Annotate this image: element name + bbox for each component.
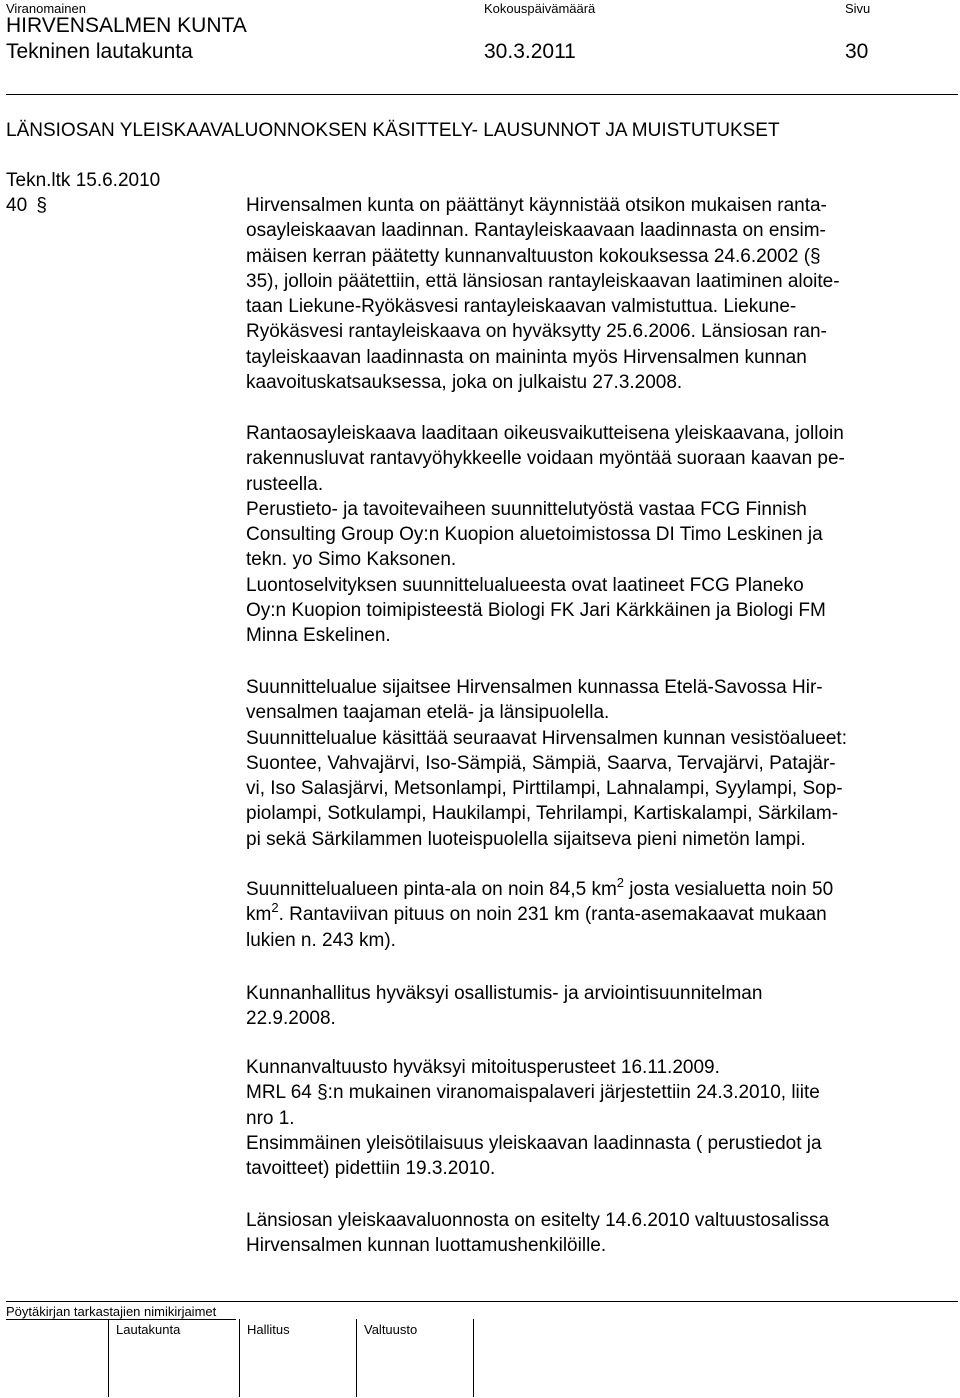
- text-line: Suunnittelualue sijaitsee Hirvensalmen kunnassa Etelä-Savossa Hir-: [246, 677, 823, 698]
- area-text: josta vesialuetta noin 50: [624, 879, 834, 900]
- text-line: rusteella.: [246, 473, 324, 495]
- text-line: rakennusluvat rantavyöhykkeelle voidaan myöntää suoraan kaavan pe-: [246, 448, 845, 470]
- signature-column-valtuusto: Valtuusto: [364, 1322, 418, 1337]
- paragraph-1: [246, 193, 952, 395]
- section-number-value: 40: [6, 195, 28, 216]
- text-line: [246, 874, 952, 902]
- text-line: nro 1.: [246, 1107, 295, 1129]
- text-line: mäisen kerran päätetty kunnanvaltuuston kokouksessa 24.6.2002 (§: [246, 245, 821, 267]
- text-line: Kunnanhallitus hyväksyi osallistumis- ja arviointisuunnitelman: [246, 983, 763, 1004]
- paragraph-3: [246, 675, 952, 852]
- paragraph-5: [246, 981, 952, 1032]
- signatures-label: Pöytäkirjan tarkastajien nimikirjaimet: [6, 1304, 217, 1319]
- area-text: . Rantaviivan pituus on noin 231 km (ranta-asemakaavat mukaan: [278, 904, 827, 926]
- paragraph-2: [246, 421, 952, 649]
- area-text: km: [246, 904, 272, 926]
- signature-divider: [473, 1319, 474, 1397]
- superscript: 2: [271, 899, 279, 915]
- text-line: osayleiskaavan laadinnan. Rantayleiskaavaan laadinnasta on ensim-: [246, 220, 826, 242]
- signature-column-hallitus: Hallitus: [247, 1322, 290, 1337]
- text-line: tavoitteet) pidettiin 19.3.2010.: [246, 1158, 496, 1180]
- paragraph-4: [246, 874, 952, 953]
- signature-divider: [108, 1319, 109, 1397]
- meeting-date: 30.3.2011: [484, 40, 576, 63]
- text-line: piolampi, Sotkulampi, Haukilampi, Tehrilampi, Kartiskalampi, Särkilam-: [246, 803, 839, 825]
- text-line: pi sekä Särkilammen luoteispuolella sijaitseva pieni nimetön lampi.: [246, 828, 806, 850]
- signature-divider: [239, 1319, 240, 1397]
- text-line: vensalmen taajaman etelä- ja länsipuolella.: [246, 702, 610, 724]
- text-line: Kunnanvaltuusto hyväksyi mitoitusperusteet 16.11.2009.: [246, 1057, 720, 1078]
- text-line: kaavoituskatsauksessa, joka on julkaistu 27.3.2008.: [246, 372, 683, 394]
- reference-line: Tekn.ltk 15.6.2010: [6, 170, 161, 191]
- text-line: 35), jolloin päätettiin, että länsiosan rantayleiskaavan laatiminen aloite-: [246, 270, 840, 292]
- area-text: Suunnittelualueen pinta-ala on noin 84,5 km: [246, 879, 617, 900]
- signature-divider: [356, 1319, 357, 1397]
- page-number: 30: [845, 40, 869, 63]
- text-line: Ryökäsvesi rantayleiskaava on hyväksytty 25.6.2006. Länsiosan ran-: [246, 321, 827, 343]
- text-line: MRL 64 §:n mukainen viranomaispalaveri järjestettiin 24.3.2010, liite: [246, 1082, 820, 1104]
- section-number: [6, 193, 47, 218]
- text-line: Minna Eskelinen.: [246, 625, 391, 647]
- header-rule: [6, 94, 958, 95]
- text-line: Perustieto- ja tavoitevaiheen suunnittelutyöstä vastaa FCG Finnish: [246, 498, 807, 520]
- signature-column-lautakunta: Lautakunta: [116, 1322, 181, 1337]
- text-line: Rantaosayleiskaava laaditaan oikeusvaikutteisena yleiskaavana, jolloin: [246, 423, 844, 444]
- text-line: Suontee, Vahvajärvi, Iso-Sämpiä, Sämpiä, Saarva, Tervajärvi, Patajär-: [246, 752, 836, 774]
- superscript: 2: [616, 874, 625, 890]
- section-symbol: §: [36, 195, 47, 216]
- paragraph-6: [246, 1055, 952, 1181]
- header-label-date: Kokouspäivämäärä: [484, 1, 596, 16]
- text-line: Luontoselvityksen suunnittelualueesta ovat laatineet FCG Planeko: [246, 574, 804, 596]
- text-line: vi, Iso Salasjärvi, Metsonlampi, Pirttilampi, Lahnalampi, Syylampi, Sop-: [246, 778, 843, 800]
- text-line: tekn. yo Simo Kaksonen.: [246, 549, 457, 571]
- footer-rule: [6, 1301, 958, 1302]
- text-line: Oy:n Kuopion toimipisteestä Biologi FK Jari Kärkkäinen ja Biologi FM: [246, 600, 826, 622]
- text-line: [246, 899, 952, 927]
- text-line: Suunnittelualue käsittää seuraavat Hirvensalmen kunnan vesistöalueet:: [246, 727, 847, 749]
- paragraph-7: [246, 1208, 952, 1259]
- header-label-issuer: Viranomainen: [6, 1, 86, 16]
- signature-line: [6, 1319, 236, 1320]
- text-line: taan Liekune-Ryökäsvesi rantayleiskaavan valmistuttua. Liekune-: [246, 296, 797, 318]
- text-line: Ensimmäinen yleisötilaisuus yleiskaavan laadinnasta ( perustiedot ja: [246, 1132, 822, 1154]
- organization-name: HIRVENSALMEN KUNTA: [6, 14, 247, 37]
- document-title: LÄNSIOSAN YLEISKAAVALUONNOKSEN KÄSITTELY- LAUSUNNOT JA MUISTUTUKSET: [6, 120, 780, 141]
- text-line: 22.9.2008.: [246, 1008, 336, 1030]
- committee-name: Tekninen lautakunta: [6, 40, 193, 63]
- text-line: Consulting Group Oy:n Kuopion aluetoimistossa DI Timo Leskinen ja: [246, 524, 823, 546]
- text-line: Länsiosan yleiskaavaluonnosta on esitelty 14.6.2010 valtuustosalissa: [246, 1210, 830, 1231]
- text-line: Hirvensalmen kunnan luottamushenkilöille.: [246, 1235, 607, 1257]
- text-line: lukien n. 243 km).: [246, 929, 396, 951]
- text-line: tayleiskaavan laadinnasta on maininta myös Hirvensalmen kunnan: [246, 346, 807, 368]
- header-label-page: Sivu: [845, 1, 871, 16]
- text-line: Hirvensalmen kunta on päättänyt käynnistää otsikon mukaisen ranta-: [246, 195, 827, 216]
